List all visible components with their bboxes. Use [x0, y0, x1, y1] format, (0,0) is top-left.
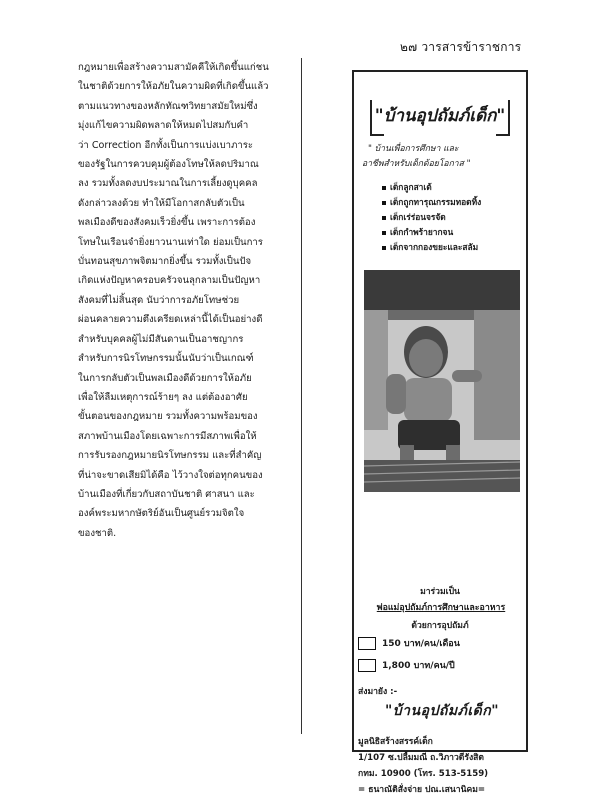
ad-bullet-label: เด็กจากกองขยะและสลัม	[390, 242, 479, 252]
bullet-icon	[382, 216, 386, 220]
ad-bullet-item	[382, 210, 481, 225]
address-line-4: = ธนาณัติสั่งจ่าย ปณ.เสนานิคม=	[358, 785, 486, 795]
bullet-icon	[382, 186, 386, 190]
ad-bullet-item	[382, 240, 481, 255]
body-text-line: กฎหมายเพื่อสร้างความสามัคคีให้เกิดขึ้นแก่ชน	[78, 62, 269, 73]
body-text-line: ว่า Correction อีกทั้งเป็นการแบ่งเบาภาระ	[78, 139, 254, 151]
body-text-line: พลเมืองดีของสังคมเร็วยิ่งขึ้น เพราะการต้อง	[78, 217, 256, 229]
body-text-line: บ้านเมืองที่เกี่ยวกับสถาบันชาติ ศาสนา และ	[78, 488, 255, 500]
bullet-icon	[382, 246, 386, 250]
body-text-line: ตามแนวทางของหลักทัณฑวิทยาสมัยใหม่ซึ่ง	[78, 100, 258, 112]
ad-bullet-label: เด็กถูกทารุณกรรมทอดทิ้ง	[390, 197, 482, 207]
body-text-line: ที่น่าจะขาดเสียมิได้คือ ไว้วางใจต่อทุกคนของ	[78, 469, 263, 481]
advertisement-box	[352, 70, 528, 795]
body-text-line: ในการกลับตัวเป็นพลเมืองดีด้วยการให้อภัย	[78, 372, 252, 384]
ad-bullet-label: เด็กกำพร้ายากจน	[390, 227, 454, 237]
body-text-line: เพื่อให้ลืมเหตุการณ์ร้ายๆ ลง แต่ต้องอาศัย	[78, 391, 248, 403]
body-text-line: ดังกล่าวลงด้วย ทำให้มีโอกาสกลับตัวเป็น	[78, 197, 245, 209]
body-text-line: ผ่อนคลายความตึงเครียดเหล่านี้ได้เป็นอย่างดี	[78, 314, 263, 326]
child-photo	[364, 270, 520, 492]
column-divider	[301, 58, 302, 734]
bullet-icon	[382, 201, 386, 205]
body-text-line: สำหรับบุคคลผู้ไม่มีสันดานเป็นอาชญากร	[78, 333, 244, 345]
ad-bullet-item	[382, 180, 481, 195]
ad-bullet-list	[382, 180, 481, 255]
ad-send-to: ส่งมายัง :-	[358, 687, 398, 697]
ad-title-frame	[370, 98, 510, 136]
body-text-line: ขั้นตอนของกฎหมาย รวมทั้งความพร้อมของ	[78, 411, 258, 423]
ad-project-name: พ่อแม่อุปถัมภ์การศึกษาและอาหาร	[376, 603, 506, 613]
body-text-line: ในชาติด้วยการให้อภัยในความผิดที่เกิดขึ้นแล้ว	[78, 81, 269, 93]
option-monthly[interactable]	[358, 636, 460, 650]
ad-address	[358, 734, 488, 798]
body-text-line: มุ่งแก้ไขความผิดพลาดให้หมดไปสมกับคำ	[78, 120, 249, 132]
body-text-line: องค์พระมหากษัตริย์อันเป็นศูนย์รวมจิตใจ	[78, 508, 245, 520]
body-text-line: สังคมที่ไม่สิ้นสุด นับว่าการอภัยโทษช่วย	[78, 294, 240, 306]
ad-bullet-item	[382, 225, 481, 240]
ad-bullet-item	[382, 195, 481, 210]
body-text-line: การรับรองกฎหมายนิรโทษกรรม และที่สำคัญ	[78, 450, 262, 462]
checkbox-monthly[interactable]	[358, 637, 376, 650]
ad-subtitle-line-2: อาชีพสำหรับเด็กด้อยโอกาส "	[362, 159, 471, 169]
body-text-line: ของชาติ.	[78, 527, 117, 539]
ad-sponsor-text: ด้วยการอุปถัมภ์	[411, 621, 469, 631]
option-yearly[interactable]	[358, 658, 455, 672]
bullet-icon	[382, 231, 386, 235]
ad-subtitle	[362, 142, 522, 172]
address-line-1: มูลนิธิสร้างสรรค์เด็ก	[358, 737, 433, 747]
ad-bullet-label: เด็กลูกสาเต้	[390, 182, 432, 192]
checkbox-yearly[interactable]	[358, 659, 376, 672]
body-text-line: โทษในเรือนจำยิ่งยาวนานเท่าใด ย่อมเป็นการ	[78, 236, 263, 248]
body-text-line: เกิดแห่งปัญหาครอบครัวจนลุกลามเป็นปัญหา	[78, 275, 261, 287]
body-text-line: สภาพบ้านเมืองโดยเฉพาะการมีสภาพเพื่อให้	[78, 430, 257, 442]
article-body-column	[78, 58, 296, 543]
ad-organization-name: "บ้านอุปถัมภ์เด็ก"	[385, 703, 499, 719]
ad-bullet-label: เด็กเร่ร่อนจรจัด	[390, 212, 446, 222]
option-yearly-label: 1,800 บาท/คน/ปี	[382, 661, 455, 671]
address-line-2: 1/107 ซ.ปลื้มมณี ถ.วิภาวดีรังสิต	[358, 753, 484, 763]
ad-subtitle-line-1: " บ้านเพื่อการศึกษา และ	[368, 144, 459, 154]
option-monthly-label: 150 บาท/คน/เดือน	[382, 639, 460, 649]
address-line-3: กทม. 10900 (โทร. 513-5159)	[358, 769, 489, 779]
ad-title: "บ้านอุปถัมภ์เด็ก"	[374, 106, 506, 126]
body-text-line: ลง รวมทั้งลดงบประมาณในการเลี้ยงดูบุคคล	[78, 178, 258, 190]
page-header: ๒๗ วารสารข้าราชการ	[400, 40, 522, 54]
ad-join-text: มาร่วมเป็น	[420, 587, 460, 597]
body-text-line: สำหรับการนิรโทษกรรมนั้นนับว่าเป็นเกณฑ์	[78, 353, 254, 365]
body-text-line: บั่นทอนสุขภาพจิตมากยิ่งขึ้น รวมทั้งเป็นปัจ	[78, 256, 252, 268]
body-text-line: ของรัฐในการควบคุมผู้ต้องโทษให้ลดปริมาณ	[78, 159, 259, 171]
